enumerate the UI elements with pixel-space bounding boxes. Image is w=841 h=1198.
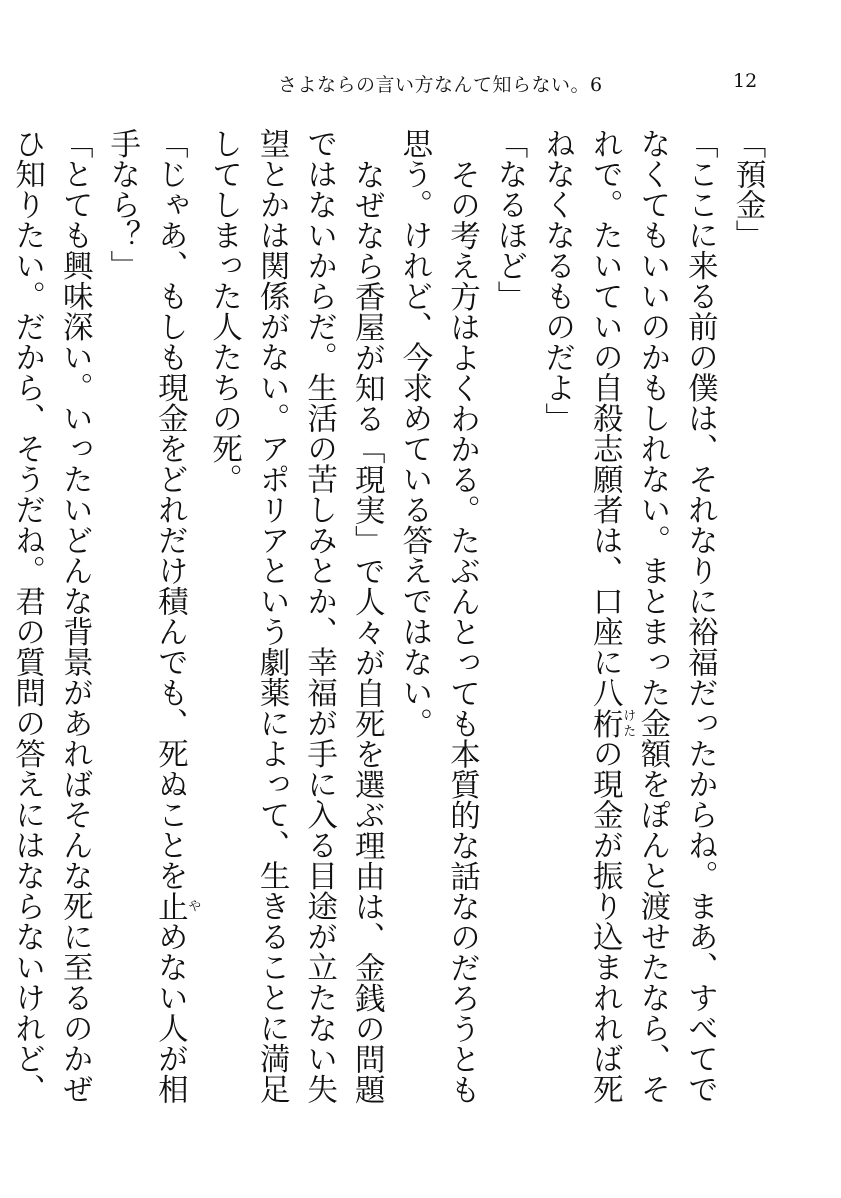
- paragraph-2-before: 「ここに来る前の僕は、それなりに裕福だったからね。まあ、すべてでなくてもいいのかもしれない。まとまった金額をぽんと渡せたなら、それで。たいていの自殺志願者は、口座に八: [587, 128, 718, 1104]
- page-number: 12: [733, 70, 758, 92]
- paragraph-2-after: の現金が振り込まれれば死ねなくなるものだよ」: [539, 128, 623, 1104]
- paragraph-5: なぜなら香屋が知る「現実」で人々が自死を選ぶ理由は、金銭の問題ではないからだ。生活の苦しみとか、幸福が手に入る目途が立たない失望とかは関係がない。アポリアという劇薬によって、生きることに満足してしまった人たちの死。: [206, 128, 385, 1104]
- paragraph-6-after: めない人が相手なら？」: [104, 128, 188, 1104]
- paragraph-2: [533, 128, 723, 1128]
- running-title: さよならの言い方なんて知らない。6: [278, 74, 603, 96]
- ruby-keta: 桁けた: [587, 707, 636, 738]
- paragraph-1: 「預金」: [730, 128, 765, 250]
- ruby-ya: 止や: [152, 890, 201, 921]
- vertical-text-body: [9, 128, 771, 1128]
- page-header: [0, 70, 841, 100]
- ruby-keta-reading: けた: [620, 707, 636, 738]
- paragraph-6-before: 「じゃあ、もしも現金をどれだけ積んでも、死ぬことを: [152, 128, 188, 891]
- paragraph-3: 「なるほど」: [492, 128, 528, 311]
- ruby-ya-reading: や: [185, 890, 201, 921]
- paragraph-4: その考え方はよくわかる。たぶんとっても本質的な話なのだろうとも思う。けれど、今求めている答えではない。: [396, 128, 480, 1104]
- paragraph-6: [98, 128, 200, 1128]
- paragraph-7: 「とても興味深い。いったいどんな背景があればそんな死に至るのかぜひ知りたい。だから、そうだね。君の質問の答えにはならないけれど、: [9, 128, 93, 1104]
